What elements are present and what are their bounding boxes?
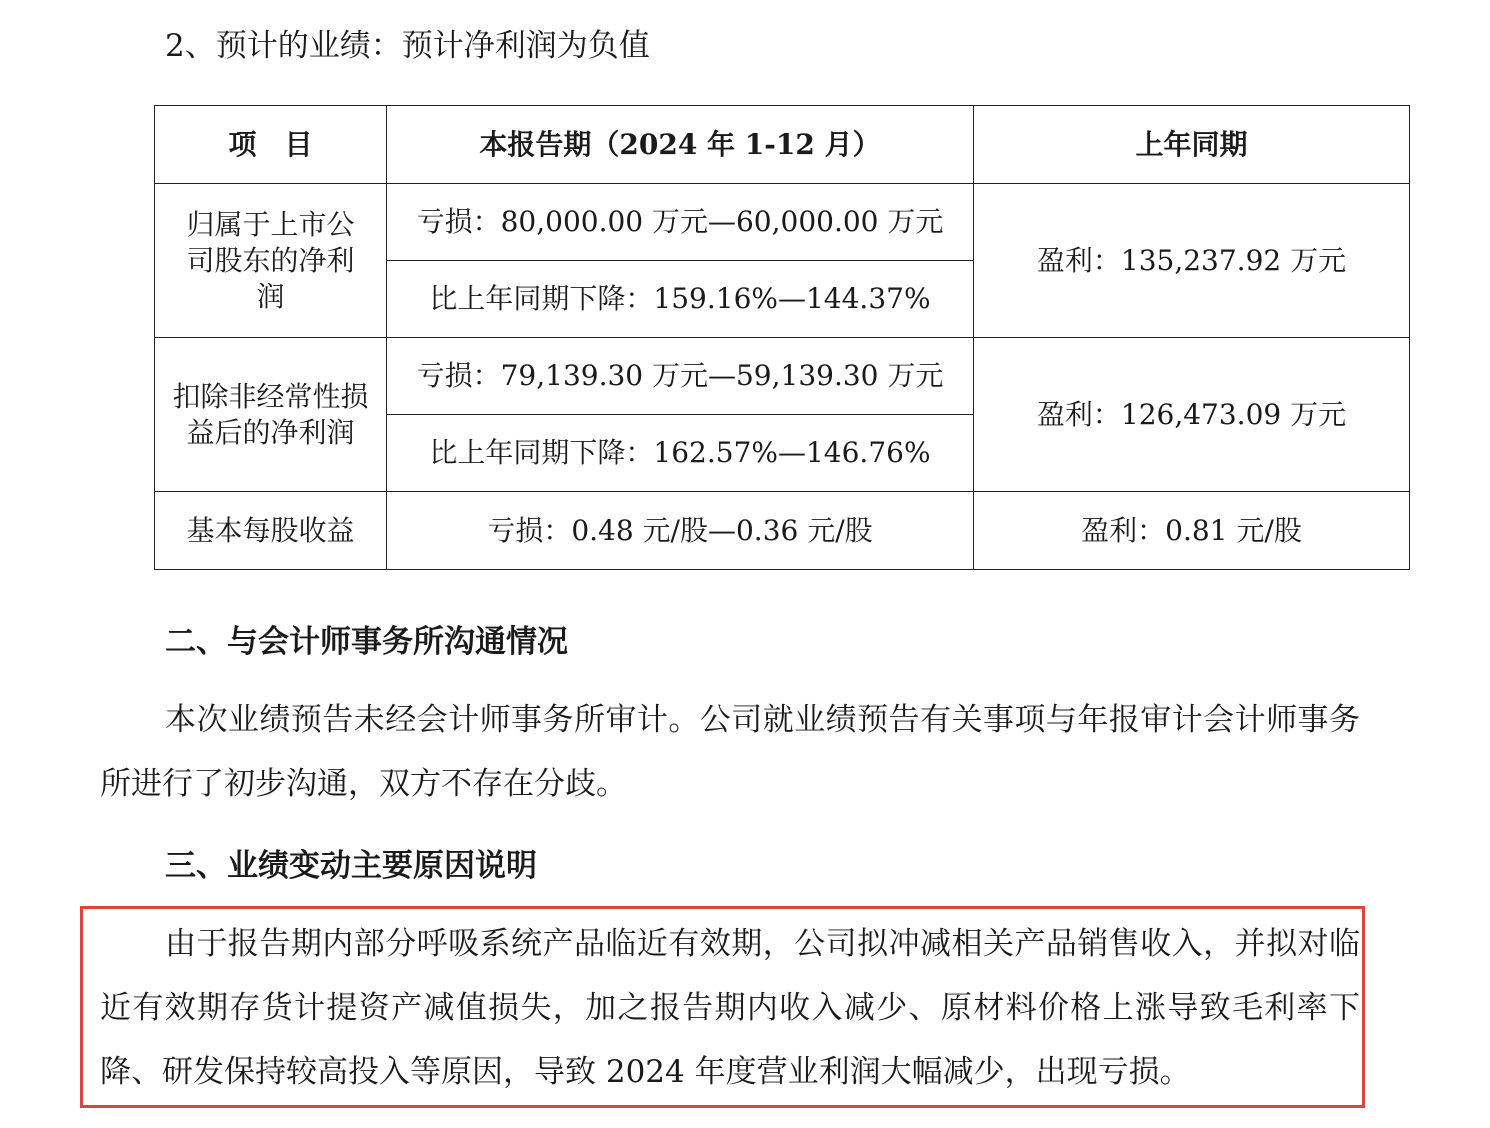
row-label-text: 扣除非经常性损益后的净利润: [172, 379, 369, 449]
cell-eps-prior: 盈利：0.81 元/股: [974, 492, 1410, 570]
cell-net-profit-change: 比上年同期下降：159.16%—144.37%: [387, 261, 974, 338]
table-row: [155, 184, 1410, 261]
header-prior-period: 上年同期: [974, 106, 1410, 184]
cell-adjusted-loss: 亏损：79,139.30 万元—59,139.30 万元: [387, 338, 974, 415]
section-three-paragraph: 由于报告期内部分呼吸系统产品临近有效期，公司拟冲减相关产品销售收入，并拟对临近有效期存货计提资产减值损失，加之报告期内收入减少、原材料价格上涨导致毛利率下降、研发保持较高投入等原因，导致 2024 年度营业利润大幅减少，出现亏损。: [100, 926, 1360, 1090]
cell-eps-current: 亏损：0.48 元/股—0.36 元/股: [387, 492, 974, 570]
header-current-period: 本报告期（2024 年 1-12 月）: [387, 106, 974, 184]
cell-adjusted-prior: 盈利：126,473.09 万元: [974, 338, 1410, 492]
section-2-title: 2、预计的业绩：预计净利润为负值: [165, 28, 650, 64]
cell-net-profit-loss: 亏损：80,000.00 万元—60,000.00 万元: [387, 184, 974, 261]
table-header-row: [155, 106, 1410, 184]
header-item: 项 目: [155, 106, 387, 184]
section-two-paragraph: 本次业绩预告未经会计师事务所审计。公司就业绩预告有关事项与年报审计会计师事务所进行了初步沟通，双方不存在分歧。: [100, 702, 1360, 802]
row-label-net-profit: [155, 184, 387, 338]
row-label-text: 归属于上市公司股东的净利润: [186, 207, 355, 313]
section-three-heading: 三、业绩变动主要原因说明: [165, 848, 537, 884]
table-row: [155, 338, 1410, 415]
section-two-heading: 二、与会计师事务所沟通情况: [165, 624, 568, 660]
performance-forecast-table: [154, 105, 1410, 570]
row-label-eps: 基本每股收益: [155, 492, 387, 570]
cell-net-profit-prior: 盈利：135,237.92 万元: [974, 184, 1410, 338]
table-row: [155, 492, 1410, 570]
cell-adjusted-change: 比上年同期下降：162.57%—146.76%: [387, 415, 974, 492]
row-label-net-profit-adjusted: [155, 338, 387, 492]
